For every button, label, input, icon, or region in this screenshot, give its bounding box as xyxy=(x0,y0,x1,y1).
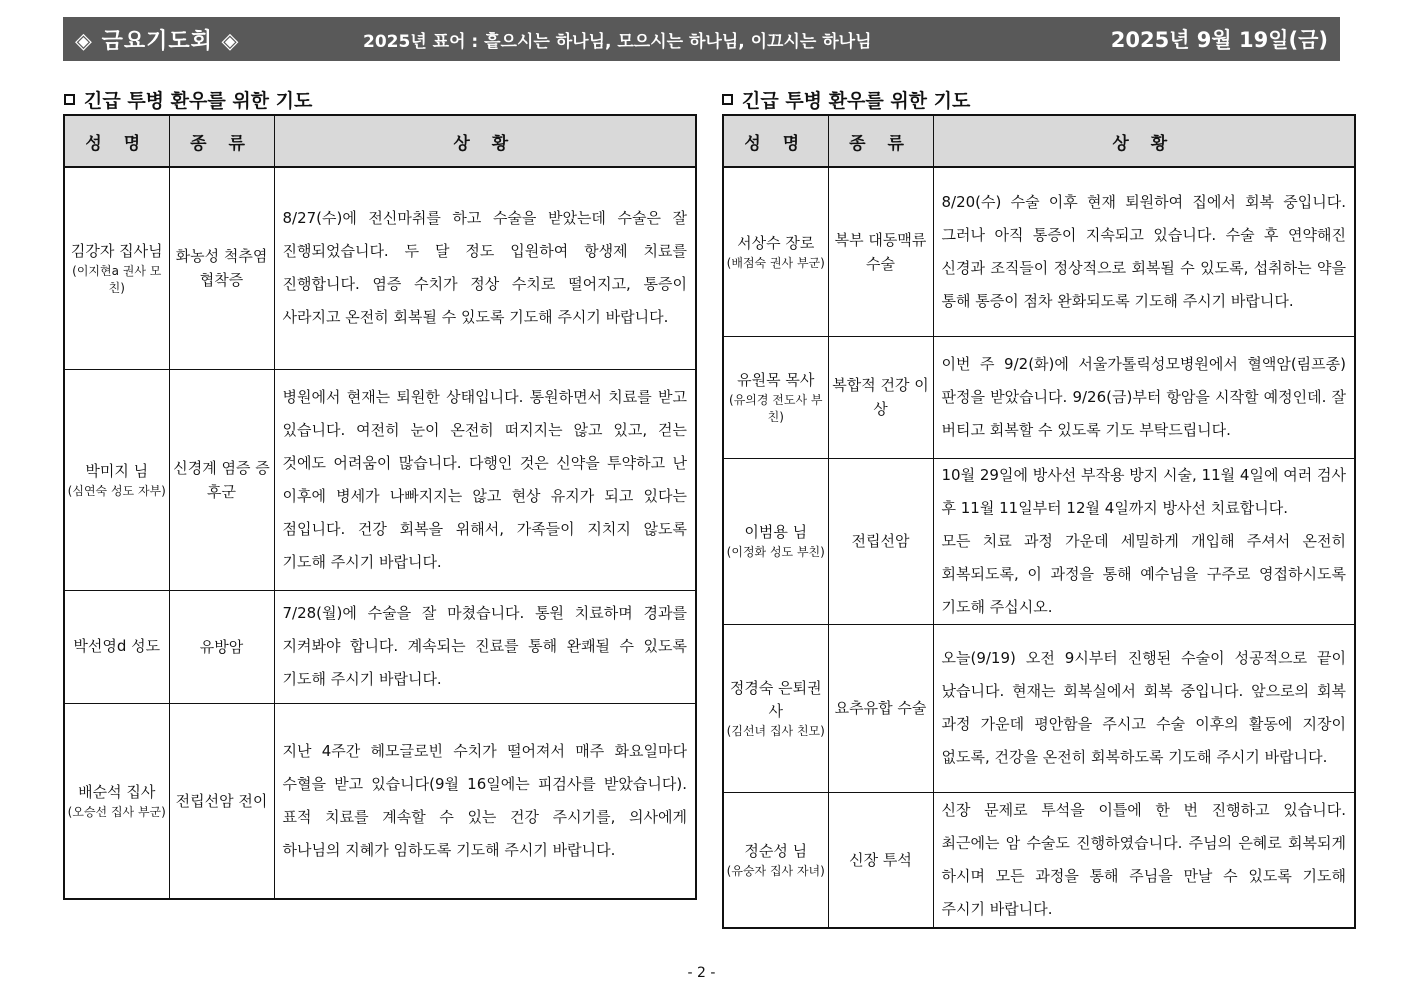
patient-name-cell xyxy=(723,167,828,336)
patient-name-cell xyxy=(64,703,169,899)
header-bar xyxy=(63,17,1340,61)
patient-name: 정경숙 은퇴권사 xyxy=(729,678,822,720)
illness-type: 전립선암 xyxy=(828,458,933,624)
header-title: ◈ 금요기도회 ◈ xyxy=(75,28,240,54)
column-header-type: 종 류 xyxy=(828,115,933,167)
situation-text: 8/20(수) 수술 이후 현재 퇴원하여 집에서 회복 중입니다. 그러나 아직 통증이 지속되고 있습니다. 수술 후 연약해진 신경과 조직들이 정상적으로 회복될 수 있도록, 섭취하는 약을 통해 통증이 점차 완화되도록 기도해 주시기 바랍니다. xyxy=(933,167,1355,336)
illness-type: 신경계 염증 증후군 xyxy=(169,369,274,590)
right-prayer-table xyxy=(722,114,1356,929)
column-header-situation: 상 황 xyxy=(933,115,1355,167)
table-row xyxy=(723,624,1355,792)
patient-name: 박선영d 성도 xyxy=(73,637,161,655)
table-row xyxy=(723,458,1355,624)
illness-type: 유방암 xyxy=(169,590,274,703)
table-row xyxy=(64,590,696,703)
table-row xyxy=(64,703,696,899)
situation-text: 오늘(9/19) 오전 9시부터 진행된 수술이 성공적으로 끝이 났습니다. 현재는 회복실에서 회복 중입니다. 앞으로의 회복 과정 가운데 평안함을 주시고 수술 이후의 활동에 지장이 없도록, 건강을 온전히 회복하도록 기도해 주시기 바랍니다. xyxy=(933,624,1355,792)
patient-relation: (유의경 전도사 부친) xyxy=(729,392,823,424)
patient-relation: (이정화 성도 부친) xyxy=(726,545,825,559)
situation-text: 병원에서 현재는 퇴원한 상태입니다. 통원하면서 치료를 받고 있습니다. 여전히 눈이 온전히 떠지지는 않고 있고, 걷는 것에도 어려움이 많습니다. 다행인 것은 신약을 투약하고 난 이후에 병세가 나빠지지는 않고 현상 유지가 되고 있다는 점입니다. 건강 회복을 위해서, 가족들이 지치지 않도록 기도해 주시기 바랍니다. xyxy=(274,369,696,590)
left-prayer-table xyxy=(63,114,697,900)
patient-relation: (이지현a 권사 모친) xyxy=(72,263,162,295)
patient-name-cell xyxy=(64,167,169,369)
column-header-name: 성 명 xyxy=(64,115,169,167)
table-header-row xyxy=(64,115,696,167)
patient-name-cell xyxy=(723,792,828,928)
patient-name: 유원목 목사 xyxy=(737,370,815,389)
table-header-row xyxy=(723,115,1355,167)
patient-relation: (심연숙 성도 자부) xyxy=(67,483,166,498)
patient-name: 정순성 님 xyxy=(744,841,808,860)
table-row xyxy=(64,167,696,369)
table-row xyxy=(723,336,1355,458)
illness-type: 복부 대동맥류 수술 xyxy=(828,167,933,336)
patient-name: 이범용 님 xyxy=(744,523,808,541)
left-section-title-text: 긴급 투병 환우를 위한 기도 xyxy=(84,90,313,112)
right-section-title xyxy=(722,86,970,113)
patient-name: 배순석 집사 xyxy=(78,782,156,801)
situation-text: 지난 4주간 헤모글로빈 수치가 떨어져서 매주 화요일마다 수혈을 받고 있습니다(9월 16일에는 피검사를 받았습니다). 표적 치료를 계속할 수 있는 건강 주시기를, 의사에게 하나님의 지혜가 임하도록 기도해 주시기 바랍니다. xyxy=(274,703,696,899)
header-date: 2025년 9월 19일(금) xyxy=(1110,28,1328,52)
checkbox-square-icon xyxy=(722,94,733,105)
table-row xyxy=(723,167,1355,336)
illness-type: 전립선암 전이 xyxy=(169,703,274,899)
column-header-situation: 상 황 xyxy=(274,115,696,167)
situation-text: 8/27(수)에 전신마취를 하고 수술을 받았는데 수술은 잘 진행되었습니다. 두 달 정도 입원하여 항생제 치료를 진행합니다. 염증 수치가 정상 수치로 떨어지고, 통증이 사라지고 온전히 회복될 수 있도록 기도해 주시기 바랍니다. xyxy=(274,167,696,369)
patient-name: 김강자 집사님 xyxy=(70,241,163,260)
situation-text: 신장 문제로 투석을 이틀에 한 번 진행하고 있습니다. 최근에는 암 수술도 진행하였습니다. 주님의 은혜로 회복되게 하시며 모든 과정을 통해 주님을 만날 수 있도록 기도해 주시기 바랍니다. xyxy=(933,792,1355,928)
table-row xyxy=(64,369,696,590)
right-section-title-text: 긴급 투병 환우를 위한 기도 xyxy=(742,90,971,112)
patient-name-cell xyxy=(64,369,169,590)
situation-text: 이번 주 9/2(화)에 서울가톨릭성모병원에서 혈액암(림프종) 판정을 받았습니다. 9/26(금)부터 항암을 시작할 예정인데. 잘 버티고 회복할 수 있도록 기도 부탁드립니다. xyxy=(933,336,1355,458)
patient-relation: (배점숙 권사 부군) xyxy=(726,255,825,270)
page-number: - 2 - xyxy=(687,965,716,981)
illness-type: 신장 투석 xyxy=(828,792,933,928)
column-header-type: 종 류 xyxy=(169,115,274,167)
patient-name-cell xyxy=(64,590,169,703)
patient-name-cell xyxy=(723,336,828,458)
patient-name: 서상수 장로 xyxy=(737,233,815,252)
header-motto: 2025년 표어 : 흩으시는 하나님, 모으시는 하나님, 이끄시는 하나님 xyxy=(363,31,872,52)
illness-type: 요추유합 수술 xyxy=(828,624,933,792)
patient-name-cell xyxy=(723,624,828,792)
illness-type: 복합적 건강 이상 xyxy=(828,336,933,458)
situation-text: 10월 29일에 방사선 부작용 방지 시술, 11월 4일에 여러 검사 후 11월 11일부터 12월 4일까지 방사선 치료합니다. 모든 치료 과정 가운데 세밀하게 개입해 주셔서 온전히 회복되도록, 이 과정을 통해 예수님을 구주로 영접하시도록 기도해 주십시오. xyxy=(933,458,1355,624)
illness-type: 화농성 척추염 협착증 xyxy=(169,167,274,369)
left-section-title xyxy=(64,86,312,113)
checkbox-square-icon xyxy=(64,94,75,105)
situation-text: 7/28(월)에 수술을 잘 마쳤습니다. 통원 치료하며 경과를 지켜봐야 합니다. 계속되는 진료를 통해 완쾌될 수 있도록 기도해 주시기 바랍니다. xyxy=(274,590,696,703)
patient-relation: (김선녀 집사 친모) xyxy=(726,723,825,738)
table-row xyxy=(723,792,1355,928)
patient-name: 박미지 님 xyxy=(85,461,149,480)
patient-name-cell xyxy=(723,458,828,624)
column-header-name: 성 명 xyxy=(723,115,828,167)
patient-relation: (오승선 집사 부군) xyxy=(67,804,166,819)
patient-relation: (유숭자 집사 자녀) xyxy=(726,863,825,878)
